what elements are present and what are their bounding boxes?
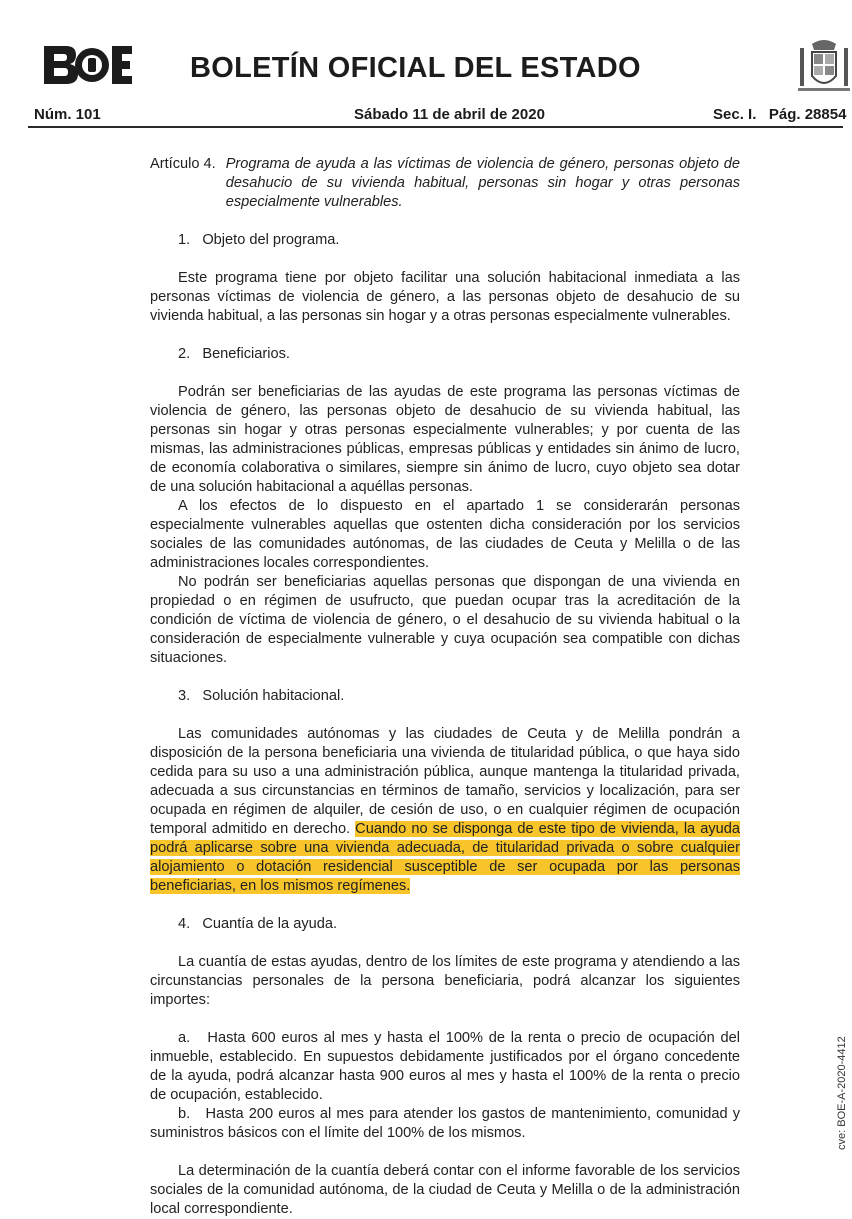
- header-divider: [28, 126, 843, 128]
- section-4-paragraph-1: La cuantía de estas ayudas, dentro de los límites de este programa y atendiendo a las circunstancias personales de la persona beneficiaria, podrá alcanzar los siguientes importes:: [150, 954, 740, 1008]
- article-label: Artículo 4.: [150, 156, 216, 172]
- publication-title: BOLETÍN OFICIAL DEL ESTADO: [190, 52, 641, 84]
- issue-number: Núm. 101: [34, 106, 101, 123]
- issue-date: Sábado 11 de abril de 2020: [354, 106, 545, 123]
- document-body: [150, 155, 745, 1219]
- section-1-heading: 1. Objeto del programa.: [178, 232, 340, 248]
- section-2-paragraph-3: No podrán ser beneficiarias aquellas personas que dispongan de una vivienda en propiedad o en régimen de usufructo, que puedan ocupar tras la acreditación de la condición de víctima de violencia de género, o el desahucio de su vivienda habitual o la consideración de especialmente vulnerable y cuya ocupación sea compatible con dichas situaciones.: [150, 574, 740, 666]
- section-4-paragraph-2: La determinación de la cuantía deberá contar con el informe favorable de los servicios sociales de la comunidad autónoma, de la ciudad de Ceuta y Melilla o de la administración local correspondiente.: [150, 1163, 740, 1217]
- section-3-text: Las comunidades autónomas y las ciudades de Ceuta y de Melilla pondrán a disposición de la persona beneficiaria una vivienda de titularidad pública, o que haya sido cedida para su uso a una administración pública, aunque mantenga la titularidad privada, adecuada a sus circunstancias en términos de tamaño, servicios y localización, para ser ocupada en régimen de alquiler, de cesión de uso, o en cualquier régimen de ocupación temporal admitido en derecho.: [150, 726, 740, 837]
- section-4-item-b: b. Hasta 200 euros al mes para atender los gastos de mantenimiento, comunidad y suministros básicos con el límite del 100% de los mismos.: [150, 1106, 745, 1141]
- section-4-heading: 4. Cuantía de la ayuda.: [178, 916, 338, 932]
- section-1-paragraph: Este programa tiene por objeto facilitar una solución habitacional inmediata a las personas víctimas de violencia de género, a las personas objeto de desahucio de su vivienda habitual, a las personas sin hogar y a otras personas especialmente vulnerables.: [150, 270, 740, 324]
- article-title: Programa de ayuda a las víctimas de violencia de género, personas objeto de desahucio de su vivienda habitual, personas sin hogar y otras personas especialmente vulnerables.: [225, 156, 740, 210]
- highlighted-text: Cuando no se disponga de este tipo de vivienda, la ayuda podrá aplicarse sobre una vivienda adecuada, de titularidad privada o sobre cualquier alojamiento o dotación residencial susceptible de ser ocupada por las personas beneficiarias, en los mismos regímenes.: [150, 821, 740, 894]
- boe-logo: [42, 42, 134, 88]
- section-2-paragraph-1: Podrán ser beneficiarias de las ayudas de este programa las personas víctimas de violencia de género, las personas objeto de desahucio de su vivienda habitual, las personas sin hogar y otras personas especialmente vulnerables; y por cuenta de las mismas, las administraciones públicas, empresas públicas y entidades sin ánimo de lucro, de economía colaborativa o similares, siempre sin ánimo de lucro, cuyo objeto sea dotar de una solución habitacional a aquéllas personas.: [150, 384, 740, 495]
- section-2-paragraph-2: A los efectos de lo dispuesto en el apartado 1 se considerarán personas especialmente vulnerables aquellas que ostenten dicha consideración por los servicios sociales de las comunidades autónomas, de las ciudades de Ceuta y Melilla o de las administraciones locales correspondientes.: [150, 498, 740, 571]
- section-2-heading: 2. Beneficiarios.: [178, 346, 290, 362]
- section-3-heading: 3. Solución habitacional.: [178, 688, 345, 704]
- section-3-paragraph: [150, 725, 740, 896]
- document-header: [0, 0, 852, 132]
- section-page: Sec. I. Pág. 28854: [713, 106, 847, 123]
- cve-reference: cve: BOE-A-2020-4412: [836, 1036, 848, 1150]
- coat-of-arms-icon: [796, 38, 852, 98]
- section-4-item-a: a. Hasta 600 euros al mes y hasta el 100% de la renta o precio de ocupación del inmueble, establecido. En supuestos debidamente justificados por el órgano concedente de la ayuda, podrá alcanzar hasta 900 euros al mes y hasta el 100% de la renta o precio de ocupación, establecido.: [150, 1030, 745, 1103]
- article-heading: [150, 155, 740, 212]
